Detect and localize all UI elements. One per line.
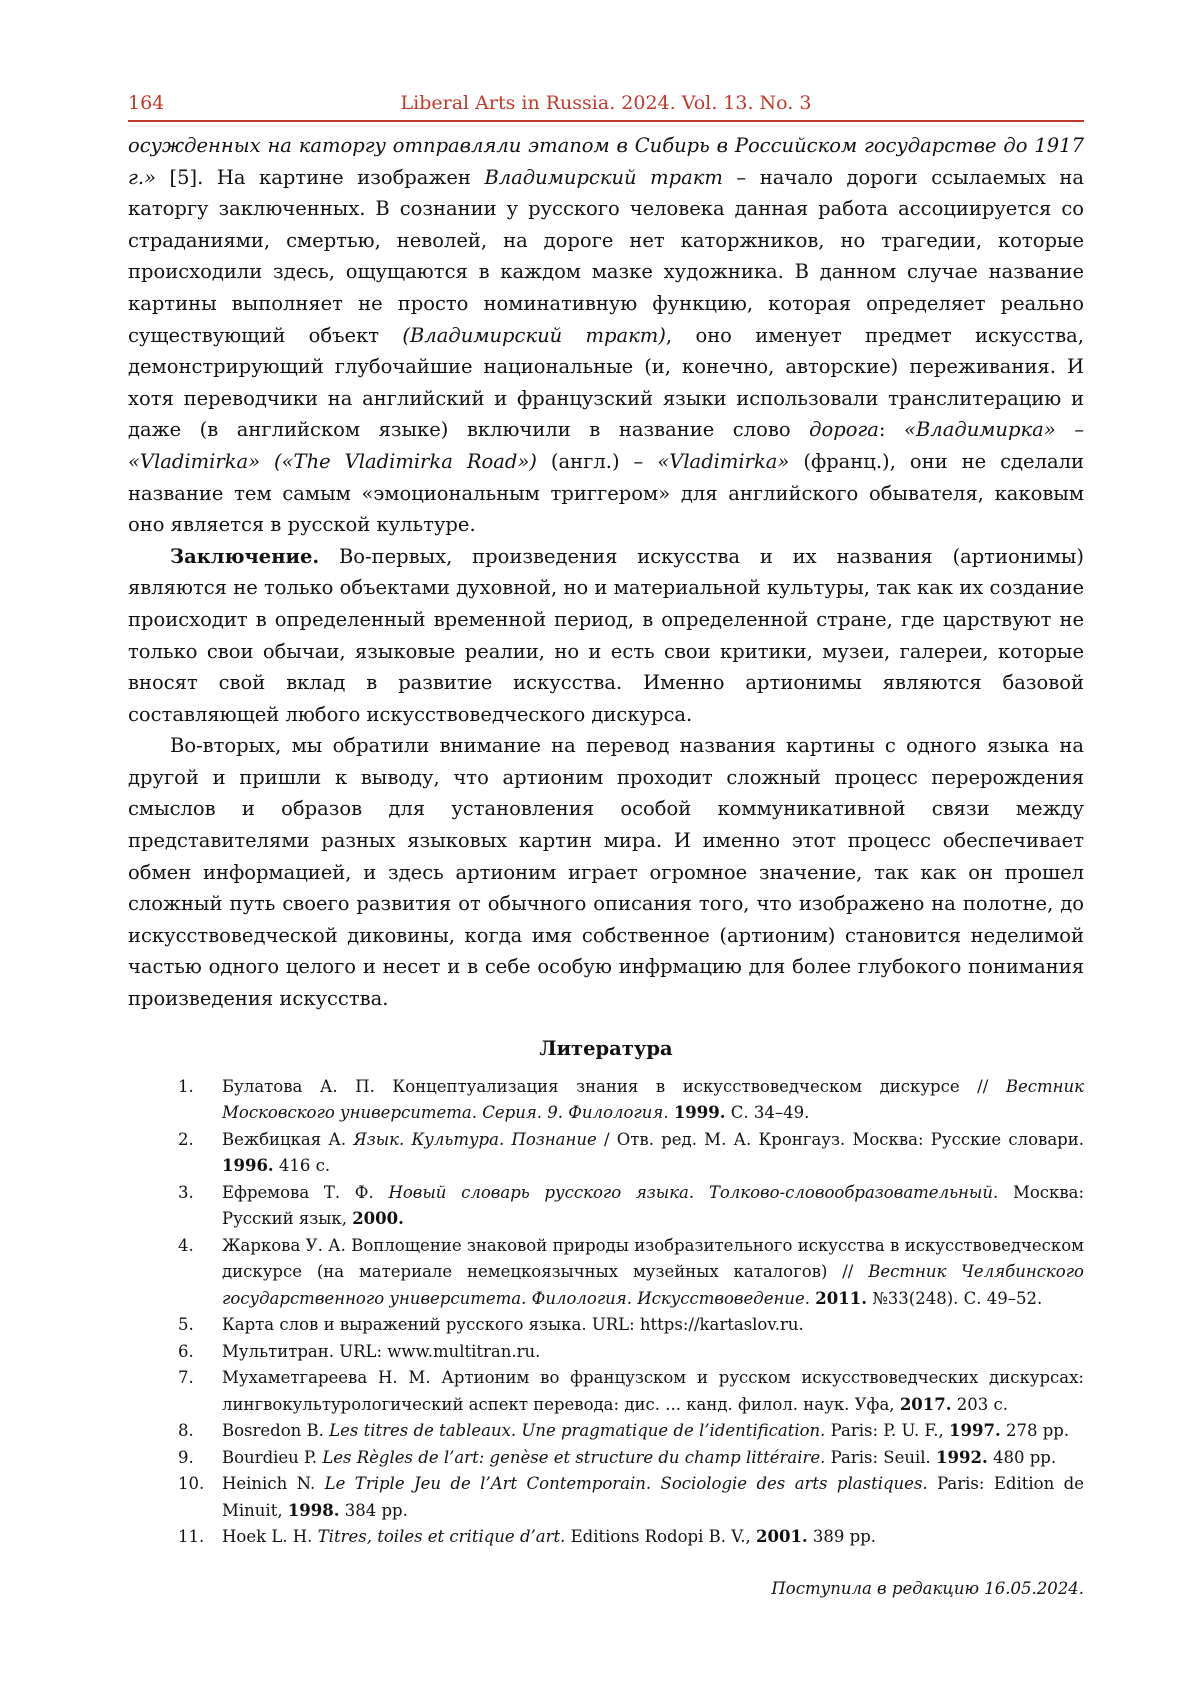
bold-text: 2000. [352,1209,404,1229]
reference-item [128,1418,1084,1445]
italic-text: осужденных на каторгу отправляли этапом в Сибирь в Российском государстве до 1917 г.» [128,134,1084,189]
text-run: Во-первых, произведения искусства и их названия (артионимы) являются не только объектами духовной, но и материальной культуры, так как их создание происходит в определенный временной период, в определенной стране, где царствуют не только свои обычаи, языковые реалии, но и есть свои критики, музеи, галереи, которые вносят свой вклад в развитие искусства. Именно артионимы являются базовой составляющей любого искусствоведческого дискурса. [128,544,1084,726]
text-run: : [878,418,905,442]
text-run: Editions Rodopi B. V., [565,1527,756,1547]
reference-number: 7. [178,1368,194,1388]
text-run: С. 34–49. [725,1103,810,1123]
italic-text: «Vladimirka» [657,449,790,473]
bold-text: 2011. [815,1288,867,1308]
running-header [128,86,1084,122]
italic-text: Les titres de tableaux. Une pragmatique de l’identification. [329,1421,826,1441]
italic-text: Владимирский тракт [484,165,723,189]
text-run: Heinich N. [222,1474,325,1494]
reference-item [128,1365,1084,1418]
reference-item [128,1471,1084,1524]
text-run: 389 pp. [807,1527,877,1547]
reference-item [128,1180,1084,1233]
journal-title: Liberal Arts in Russia. 2024. Vol. 13. No. 3 [400,92,812,114]
reference-item [128,1339,1084,1366]
italic-text: Вестник Московского университета. Серия. 9. Филология. [222,1076,1084,1123]
bold-text: 1992. [936,1447,988,1467]
text-run: Ефремова Т. Ф. [222,1182,389,1202]
text-run: / Отв. ред. М. А. Кронгауз. Москва: Русские словари. [596,1129,1084,1149]
reference-number: 2. [178,1129,194,1149]
text-run: №33(248). С. 49–52. [866,1288,1043,1308]
text-run: Карта слов и выражений русского языка. URL: https://kartaslov.ru. [222,1315,804,1335]
received-date: Поступила в редакцию 16.05.2024. [771,1578,1084,1598]
reference-item [128,1074,1084,1127]
text-run: 278 pp. [1000,1421,1070,1441]
reference-number: 3. [178,1182,194,1202]
text-run: Мультитран. URL: www.multitran.ru. [222,1341,541,1361]
text-run: Paris: Seuil. [825,1447,937,1467]
bold-text: 1997. [949,1421,1001,1441]
bold-text: 2001. [756,1527,808,1547]
bold-text: Заключение. [170,544,320,568]
reference-item [128,1127,1084,1180]
paragraph [128,130,1084,541]
reference-number: 6. [178,1341,194,1361]
italic-text: «Владимирка» – «Vladimirka» («The Vladimirka Road») [128,418,1084,473]
page-number: 164 [128,92,165,114]
text-run: Bourdieu P. [222,1447,323,1467]
text-run: Paris: P. U. F., [825,1421,950,1441]
text-run: Во-вторых, мы обратили внимание на перевод названия картины с одного языка на другой и пришли к выводу, что артионим проходит сложный процесс перерождения смыслов и образов для установления особой коммуникативной связи между представителями разных языковых картин мира. И именно этот процесс обеспечивает обмен информацией, и здесь артионим играет огромное значение, так как он прошел сложный путь своего развития от обычного описания того, что изображено на полотне, до искусствоведческой диковины, когда имя собственное (артионим) становится неделимой частью одного целого и несет и в себе особую инфрмацию для более глубокого понимания произведения искусства. [128,734,1084,1011]
bold-text: 1998. [287,1500,340,1520]
text-run: 384 pp. [339,1500,408,1520]
reference-list [128,1074,1084,1551]
text-run: 416 с. [273,1156,331,1176]
reference-item [128,1445,1084,1472]
reference-item [128,1233,1084,1313]
conclusion-paragraph [128,541,1084,731]
text-run: Жаркова У. А. Воплощение знаковой природы изобразительного искусства в искусствоведческом дискурсе (на материале немецкоязычных музейных каталогов) // [222,1235,1084,1282]
reference-number: 10. [178,1474,205,1494]
article-page [128,86,1084,1598]
paragraph [128,730,1084,1014]
article-body [128,130,1084,1015]
text-run: 203 с. [951,1394,1008,1414]
bold-text: 1996. [222,1156,274,1176]
text-run: [5]. На картине изображен [155,165,485,189]
italic-text: дорога [809,418,879,442]
italic-text: Язык. Культура. Познание [353,1129,597,1149]
text-run: Hoek L. H. [222,1527,318,1547]
bold-text: 2017. [899,1394,952,1414]
text-run: – начало дороги ссылаемых на каторгу заключенных. В сознании у русского человека данная работа ассоциируется со страданиями, смертью, неволей, на дороге нет каторжников, но трагедии, которые происходили здесь, ощущаются в каждом мазке художника. В данном случае название картины выполняет не просто номинативную функцию, которая определяет реально существующий объект [128,165,1084,347]
reference-number: 5. [178,1315,194,1335]
italic-text: Вестник Челябинского государственного университета. Филология. Искусствоведение. [222,1262,1084,1308]
reference-number: 11. [178,1527,205,1547]
italic-text: Новый словарь русского языка. Толково-словообразовательный. [388,1182,999,1202]
literature-heading: Литература [539,1036,673,1060]
text-run: (франц.), они не сделали название тем самым «эмоциональным триггером» для английского обывателя, каковым оно является в русской культуре. [128,449,1084,537]
text-run: Москва: Русский язык, [222,1182,1085,1229]
text-run: , оно именует предмет искусства, демонстрирующий глубочайшие национальные (и, конечно, авторские) переживания. И хотя переводчики на английский и французский языки использовали транслитерацию и даже (в английском языке) включили в название слово [128,323,1084,442]
italic-text: Les Règles de l’art: genèse et structure du champ littéraire. [322,1447,826,1467]
text-run: Булатова А. П. Концептуализация знания в искусствоведческом дискурсе // [222,1076,1006,1096]
text-run: Bosredon B. [222,1421,330,1441]
text-run: (англ.) – [536,449,658,473]
reference-number: 8. [178,1421,194,1441]
reference-item [128,1524,1084,1551]
text-run: 480 pp. [987,1447,1057,1467]
reference-number: 4. [178,1235,194,1255]
reference-number: 9. [178,1447,194,1467]
italic-text: (Владимирский тракт) [402,323,666,347]
text-run: Мухаметгареева Н. М. Артионим во французском и русском искусствоведческих дискурсах: лингвокультурологический аспект перевода: дис. ... канд. филол. наук. Уфа, [222,1368,1084,1414]
reference-item [128,1312,1084,1339]
italic-text: Le Triple Jeu de l’Art Contemporain. Sociologie des arts plastiques. [324,1474,928,1494]
italic-text: Titres, toiles et critique d’art. [317,1527,566,1547]
bold-text: 1999. [673,1103,726,1123]
text-run: Paris: Edition de Minuit, [222,1474,1084,1520]
reference-number: 1. [178,1076,194,1096]
text-run: Вежбицкая А. [222,1129,354,1149]
